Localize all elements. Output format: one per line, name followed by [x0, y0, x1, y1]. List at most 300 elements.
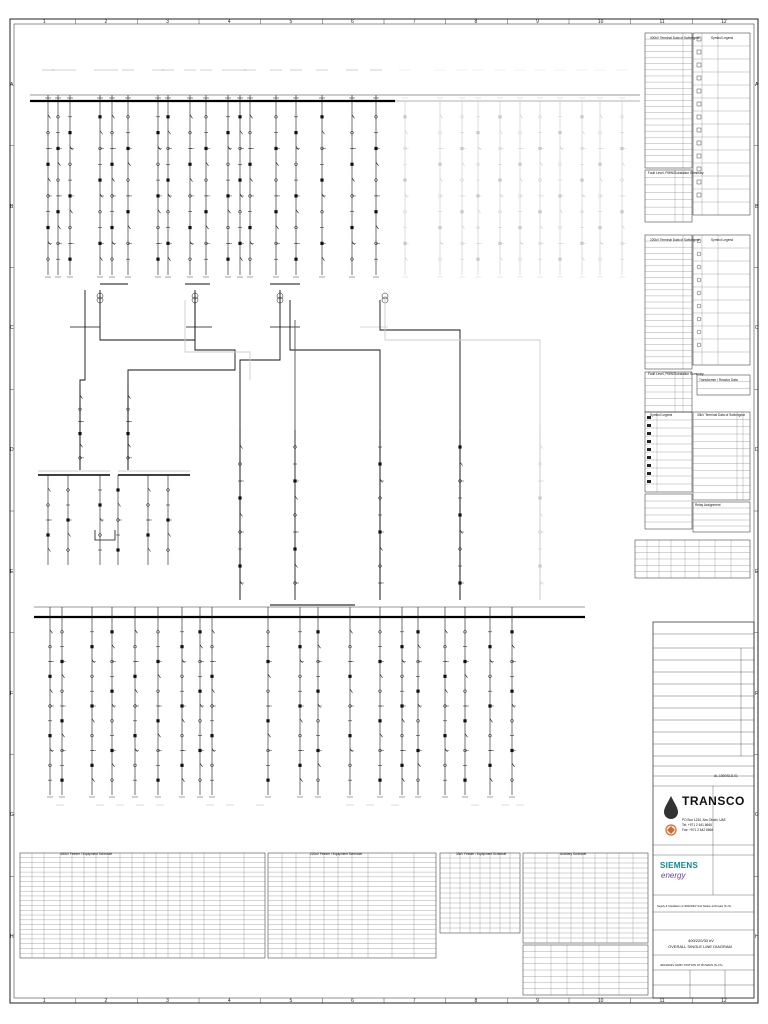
circuit-breaker-icon: [416, 690, 419, 693]
column-label: 2: [104, 19, 108, 25]
disconnector-icon: [92, 660, 95, 664]
circuit-breaker-icon: [438, 226, 441, 229]
circuit-breaker-icon: [488, 645, 491, 648]
disconnector-icon: [118, 503, 121, 507]
column-label: 1: [42, 19, 46, 25]
disconnector-icon: [600, 115, 603, 119]
circuit-breaker-icon: [68, 258, 71, 261]
disconnector-icon: [376, 162, 379, 166]
circuit-breaker-icon: [180, 764, 183, 767]
circuit-breaker-icon: [598, 226, 601, 229]
disconnector-icon: [380, 674, 383, 678]
disconnector-icon: [582, 257, 585, 261]
column-label: 8: [474, 19, 478, 25]
circuit-breaker-icon: [458, 445, 461, 448]
disconnector-icon: [520, 178, 523, 182]
circuit-breaker-icon: [350, 226, 353, 229]
disconnector-icon: [228, 210, 231, 214]
row-label: F: [755, 690, 759, 697]
circuit-breaker-icon: [156, 719, 159, 722]
busbar-33kv-b: [118, 471, 190, 475]
disconnector-icon: [240, 131, 243, 135]
disconnector-icon: [200, 704, 203, 708]
circuit-breaker-icon: [48, 675, 51, 678]
disconnector-icon: [405, 257, 408, 261]
disconnector-icon: [158, 734, 161, 738]
legend-symbol-icon: [697, 141, 701, 145]
contractor-emblem-mark: [667, 826, 675, 834]
disconnector-icon: [600, 241, 603, 245]
disconnector-icon: [240, 194, 243, 198]
row-label: B: [755, 203, 759, 210]
circuit-breaker-icon: [416, 630, 419, 633]
legend-symbol-icon: [697, 304, 701, 308]
row-label: C: [10, 325, 14, 332]
disconnector-icon: [48, 115, 51, 119]
circuit-breaker-icon: [403, 115, 406, 118]
legend-symbol-icon: [697, 291, 701, 295]
circuit-breaker-icon: [166, 115, 169, 118]
disconnector-icon: [512, 645, 515, 649]
legend-symbol-icon: [697, 265, 701, 269]
project-title: Supply & Installation of 400/220kV Grid Station at Ruwais (S-7A): [657, 905, 732, 908]
column-label: 1: [42, 998, 46, 1004]
circuit-breaker-icon: [538, 210, 541, 213]
disconnector-icon: [465, 674, 468, 678]
notes-table-frame: [645, 494, 692, 529]
circuit-breaker-icon: [463, 779, 466, 782]
disconnector-icon: [135, 689, 138, 693]
disconnector-icon: [405, 194, 408, 198]
circuit-breaker-icon: [90, 645, 93, 648]
disconnector-icon: [212, 630, 215, 634]
legend-symbol-icon: [697, 278, 701, 282]
bus-coupler: [95, 530, 115, 540]
disconnector-icon: [318, 763, 321, 767]
circuit-breaker-icon: [378, 462, 381, 465]
disconnector-icon: [200, 763, 203, 767]
disconnector-icon: [48, 178, 51, 182]
circuit-breaker-icon: [476, 258, 479, 261]
disconnector-icon: [250, 178, 253, 182]
disconnector-icon: [352, 178, 355, 182]
legend-symbol-icon: [647, 456, 651, 459]
circuit-breaker-icon: [274, 210, 277, 213]
row-label: A: [755, 81, 759, 88]
disconnector-icon: [405, 131, 408, 135]
circuit-breaker-icon: [443, 734, 446, 737]
disconnector-icon: [128, 226, 131, 230]
client-address-3: Fax: +971 2 642 6666: [682, 828, 714, 832]
row-label: G: [755, 812, 759, 819]
legend-symbol-icon: [697, 330, 701, 334]
circuit-breaker-icon: [320, 115, 323, 118]
circuit-breaker-icon: [48, 734, 51, 737]
row-label: E: [10, 568, 14, 575]
disconnector-icon: [190, 115, 193, 119]
legend-symbol-icon: [647, 464, 651, 467]
circuit-breaker-icon: [316, 630, 319, 633]
disconnector-icon: [622, 226, 625, 230]
disconnector-icon: [520, 241, 523, 245]
row-label: D: [10, 447, 14, 454]
disconnector-icon: [300, 778, 303, 782]
circuit-breaker-icon: [580, 115, 583, 118]
schedule-title-1: 400kV Feeder / Equipment Schedule: [60, 852, 113, 856]
disconnector-icon: [490, 719, 493, 723]
disconnector-icon: [112, 704, 115, 708]
disconnector-icon: [318, 645, 321, 649]
circuit-breaker-icon: [488, 764, 491, 767]
disconnector-icon: [478, 210, 481, 214]
circuit-breaker-icon: [46, 163, 49, 166]
circuit-breaker-icon: [348, 675, 351, 678]
legend-title-fault-2: Fault Level, PMW/Substation Summary: [648, 372, 704, 376]
circuit-breaker-icon: [198, 690, 201, 693]
disconnector-icon: [490, 778, 493, 782]
disconnector-icon: [200, 645, 203, 649]
disconnector-icon: [300, 660, 303, 664]
disconnector-icon: [500, 194, 503, 198]
disconnector-icon: [148, 548, 151, 552]
circuit-breaker-icon: [316, 690, 319, 693]
disconnector-icon: [445, 749, 448, 753]
busbar-33kv-a: [38, 471, 110, 475]
column-label: 6: [351, 998, 354, 1004]
circuit-breaker-icon: [400, 764, 403, 767]
circuit-breaker-icon: [374, 210, 377, 213]
circuit-breaker-icon: [510, 630, 513, 633]
legend-symbol-icon: [697, 193, 701, 197]
disconnector-icon: [560, 146, 563, 150]
disconnector-icon: [276, 162, 279, 166]
column-label: 3: [166, 998, 169, 1004]
disconnector-icon: [148, 488, 151, 492]
disconnector-icon: [100, 257, 103, 261]
circuit-breaker-icon: [438, 163, 441, 166]
disconnector-icon: [190, 178, 193, 182]
legend-symbol-icon: [697, 63, 701, 67]
disconnector-icon: [465, 734, 468, 738]
column-label: 3: [166, 19, 169, 25]
disconnector-icon: [582, 131, 585, 135]
disconnector-icon: [352, 115, 355, 119]
row-label: E: [755, 568, 759, 575]
disconnector-icon: [168, 194, 171, 198]
disconnector-icon: [350, 749, 353, 753]
disconnector-icon: [58, 162, 61, 166]
disconnector-icon: [212, 689, 215, 693]
disconnector-icon: [228, 146, 231, 150]
column-label: 9: [536, 19, 539, 25]
circuit-breaker-icon: [210, 734, 213, 737]
fault-table-1-frame: [645, 170, 692, 222]
circuit-breaker-icon: [90, 764, 93, 767]
column-label: 5: [289, 998, 293, 1004]
circuit-breaker-icon: [116, 548, 119, 551]
circuit-breaker-icon: [580, 178, 583, 181]
legend-symbol-icon: [647, 440, 651, 443]
legend-symbol-icon: [697, 252, 701, 256]
circuit-breaker-icon: [238, 564, 241, 567]
disconnector-icon: [402, 719, 405, 723]
circuit-breaker-icon: [238, 178, 241, 181]
disconnector-icon: [350, 630, 353, 634]
disconnector-icon: [48, 241, 51, 245]
disconnector-icon: [318, 704, 321, 708]
circuit-breaker-icon: [298, 764, 301, 767]
disconnector-icon: [350, 689, 353, 693]
column-label: 7: [412, 998, 416, 1004]
disconnector-icon: [445, 689, 448, 693]
circuit-breaker-icon: [166, 178, 169, 181]
circuit-breaker-icon: [476, 131, 479, 134]
circuit-breaker-icon: [248, 163, 251, 166]
schedule-title-3: 33kV Feeder / Equipment Schedule: [456, 852, 507, 856]
disconnector-icon: [322, 131, 325, 135]
circuit-breaker-icon: [46, 226, 49, 229]
circuit-breaker-icon: [498, 115, 501, 118]
legend-symbol-icon: [647, 472, 651, 475]
circuit-breaker-icon: [156, 258, 159, 261]
busbar-220kv: [34, 605, 585, 617]
drawing-number: AL-1000/SLD-01: [714, 774, 738, 778]
circuit-breaker-icon: [60, 779, 63, 782]
disconnector-icon: [462, 226, 465, 230]
disconnector-icon: [520, 115, 523, 119]
disconnector-icon: [62, 674, 65, 678]
grid-ticks: [10, 19, 758, 1003]
circuit-breaker-icon: [98, 115, 101, 118]
client-address-1: PO Box 1234, Abu Dhabi, UAE: [682, 818, 726, 822]
disconnector-icon: [418, 645, 421, 649]
circuit-breaker-icon: [348, 734, 351, 737]
disconnector-icon: [50, 630, 53, 634]
disconnector-icon: [250, 241, 253, 245]
legend-title-symbols-3: Symbol Legend: [650, 413, 673, 417]
disconnector-icon: [268, 674, 271, 678]
contractor-logo-siemens: SIEMENS: [660, 861, 699, 870]
circuit-breaker-icon: [78, 432, 81, 435]
disconnector-icon: [268, 734, 271, 738]
disconnector-icon: [50, 689, 53, 693]
circuit-breaker-icon: [238, 115, 241, 118]
disconnector-icon: [50, 749, 53, 753]
circuit-breaker-icon: [320, 178, 323, 181]
circuit-breaker-icon: [110, 163, 113, 166]
row-label: H: [755, 934, 759, 941]
legend-symbol-icon: [647, 424, 651, 427]
circuit-breaker-icon: [558, 258, 561, 261]
circuit-breaker-icon: [403, 178, 406, 181]
circuit-breaker-icon: [510, 690, 513, 693]
disconnector-icon: [490, 660, 493, 664]
disconnector-icon: [500, 257, 503, 261]
disconnector-icon: [135, 749, 138, 753]
circuit-breaker-icon: [126, 432, 129, 435]
circuit-breaker-icon: [188, 163, 191, 166]
disconnector-icon: [182, 660, 185, 664]
circuit-breaker-icon: [350, 163, 353, 166]
disconnector-icon: [158, 674, 161, 678]
column-label: 12: [721, 19, 727, 25]
circuit-breaker-icon: [146, 533, 149, 536]
legend-symbol-icon: [647, 448, 651, 451]
circuit-breaker-icon: [226, 131, 229, 134]
busbar-400kv: [30, 95, 640, 101]
interconnect-lines: [80, 290, 460, 600]
legend-symbol-icon: [697, 317, 701, 321]
column-label: 5: [289, 19, 293, 25]
disconnector-icon: [402, 660, 405, 664]
disconnector-icon: [100, 194, 103, 198]
circuit-breaker-icon: [98, 503, 101, 506]
disconnector-icon: [560, 210, 563, 214]
legend-title-symbols-2: Symbol Legend: [711, 238, 734, 242]
disconnector-icon: [48, 548, 51, 552]
circuit-breaker-icon: [558, 131, 561, 134]
legend-symbol-icon: [697, 128, 701, 132]
circuit-breaker-icon: [463, 719, 466, 722]
interconnect-faded: [185, 300, 540, 600]
disconnector-icon: [600, 178, 603, 182]
disconnector-icon: [300, 719, 303, 723]
disconnector-icon: [418, 704, 421, 708]
disconnector-icon: [540, 162, 543, 166]
circuit-breaker-icon: [46, 533, 49, 536]
disconnector-icon: [512, 704, 515, 708]
disconnector-icon: [322, 257, 325, 261]
circuit-breaker-icon: [378, 779, 381, 782]
legend-symbol-icon: [697, 76, 701, 80]
circuit-breaker-icon: [460, 210, 463, 213]
disconnector-icon: [112, 178, 115, 182]
circuit-breaker-icon: [238, 496, 241, 499]
column-label: 12: [721, 998, 727, 1004]
circuit-breaker-icon: [266, 779, 269, 782]
disconnector-icon: [112, 241, 115, 245]
legend-symbol-icon: [697, 154, 701, 158]
disconnector-icon: [440, 241, 443, 245]
circuit-breaker-icon: [98, 178, 101, 181]
column-label: 4: [227, 19, 231, 25]
disconnector-icon: [212, 749, 215, 753]
schedule-title-4: Auxiliary Schedule: [560, 852, 587, 856]
column-label: 7: [412, 19, 416, 25]
circuit-breaker-icon: [518, 163, 521, 166]
legend-title-transformer: Transformer / Reactor Data: [699, 378, 738, 382]
circuit-breaker-icon: [60, 719, 63, 722]
disconnector-icon: [112, 645, 115, 649]
disconnector-icon: [512, 763, 515, 767]
legend-symbol-icon: [647, 480, 651, 483]
circuit-breaker-icon: [538, 564, 541, 567]
column-label: 6: [351, 19, 354, 25]
disconnector-icon: [62, 734, 65, 738]
drawing-inner-frame: [14, 24, 754, 998]
disconnector-icon: [322, 194, 325, 198]
schedule-tables: [20, 853, 648, 995]
row-label: B: [10, 203, 14, 210]
circuit-breaker-icon: [538, 496, 541, 499]
legend-title-terminal-2: 220kV Terminal Data of Switchgear: [650, 238, 700, 242]
disconnector-icon: [402, 778, 405, 782]
disconnector-icon: [58, 226, 61, 230]
circuit-breaker-icon: [458, 513, 461, 516]
legend-symbol-icon: [697, 102, 701, 106]
circuit-breaker-icon: [294, 258, 297, 261]
disconnector-icon: [418, 763, 421, 767]
disconnector-icon: [168, 257, 171, 261]
disconnector-icon: [296, 146, 299, 150]
legend-title-terminal-1: 400kV Terminal Data of Switchgear: [650, 36, 700, 40]
disconnector-icon: [478, 146, 481, 150]
circuit-breaker-icon: [56, 210, 59, 213]
column-label: 10: [597, 998, 604, 1004]
disconnector-icon: [500, 131, 503, 135]
disconnector-icon: [622, 162, 625, 166]
column-label: 10: [597, 19, 604, 25]
legend-title-symbols-1: Symbol Legend: [711, 36, 734, 40]
circuit-breaker-icon: [133, 675, 136, 678]
legend-title-terminal-3: 33kV Terminal Data of Switchgear: [697, 413, 745, 417]
contractor-logo-energy: energy: [661, 871, 686, 880]
legend-title-fault-1: Fault Level, PMW/Substation Summary: [648, 171, 704, 175]
disconnector-icon: [206, 162, 209, 166]
disconnector-icon: [206, 226, 209, 230]
disconnector-icon: [168, 131, 171, 135]
legend-symbol-icon: [697, 115, 701, 119]
legend-tables: [635, 33, 750, 578]
circuit-breaker-icon: [188, 226, 191, 229]
circuit-breaker-icon: [156, 779, 159, 782]
circuit-breaker-icon: [210, 675, 213, 678]
disconnector-icon: [376, 226, 379, 230]
disconnector-icon: [135, 630, 138, 634]
circuit-breaker-icon: [443, 675, 446, 678]
client-logo-text: TRANSCO: [682, 794, 745, 808]
circuit-breaker-icon: [226, 258, 229, 261]
circuit-breaker-icon: [293, 547, 296, 550]
disconnector-icon: [112, 115, 115, 119]
disconnector-icon: [168, 533, 171, 537]
disconnector-icon: [158, 210, 161, 214]
row-label: H: [10, 934, 14, 941]
disconnector-icon: [92, 719, 95, 723]
disconnector-icon: [68, 533, 71, 537]
disconnector-icon: [240, 257, 243, 261]
legend-symbol-icon: [697, 89, 701, 93]
row-label: A: [10, 81, 14, 88]
disconnector-icon: [158, 146, 161, 150]
row-label: F: [10, 690, 14, 697]
circuit-breaker-icon: [518, 226, 521, 229]
disconnector-icon: [182, 778, 185, 782]
legend-symbol-icon: [647, 432, 651, 435]
drawing-frame: [10, 19, 758, 1003]
circuit-breaker-icon: [400, 645, 403, 648]
circuit-breaker-icon: [133, 734, 136, 737]
disconnector-icon: [276, 226, 279, 230]
column-label: 8: [474, 998, 478, 1004]
legend-symbol-icon: [697, 180, 701, 184]
circuit-breaker-icon: [498, 178, 501, 181]
circuit-breaker-icon: [294, 131, 297, 134]
disconnector-icon: [70, 210, 73, 214]
circuit-breaker-icon: [378, 719, 381, 722]
circuit-breaker-icon: [110, 690, 113, 693]
feeders-400kv: [42, 70, 628, 327]
